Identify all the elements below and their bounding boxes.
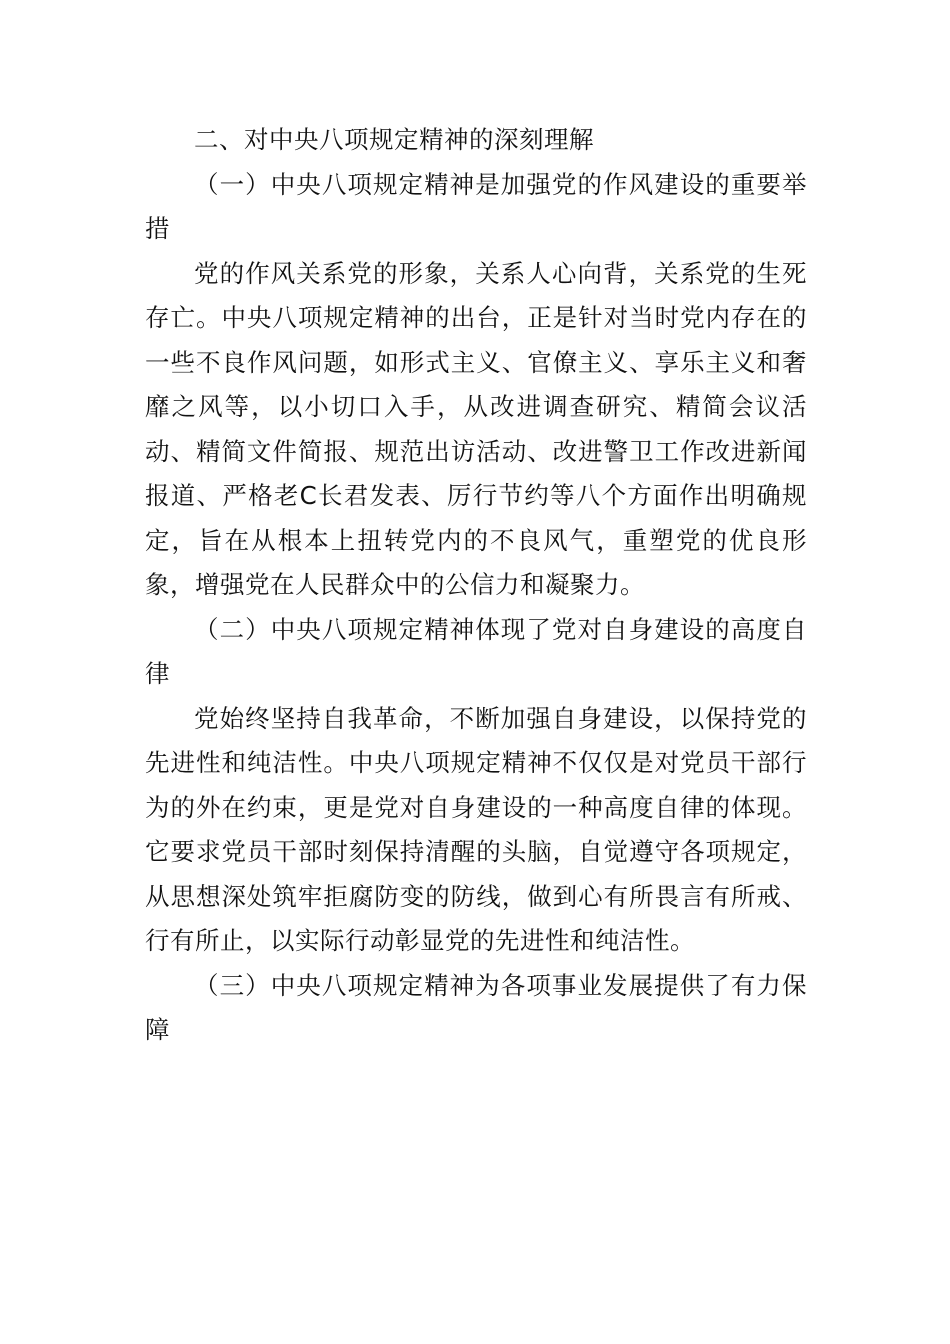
section-heading: 二、对中央八项规定精神的深刻理解 bbox=[194, 125, 594, 154]
document-body bbox=[145, 118, 807, 1053]
subsection-heading-3: （三）中央八项规定精神为各项事业发展提供了有力保障 bbox=[145, 970, 807, 1044]
subsection-paragraph-2: 党始终坚持自我革命，不断加强自身建设，以保持党的先进性和纯洁性。中央八项规定精神不仅仅是对党员干部行为的外在约束，更是党对自身建设的一种高度自律的体现。它要求党员干部时刻保持清醒的头脑，自觉遵守各项规定，从思想深处筑牢拒腐防变的防线，做到心有所畏言有所戒、行有所止，以实际行动彰显党的先进性和纯洁性。 bbox=[145, 703, 807, 955]
subsection-heading-2: （二）中央八项规定精神体现了党对自身建设的高度自律 bbox=[145, 614, 807, 688]
subsection-paragraph-1: 党的作风关系党的形象，关系人心向背，关系党的生死存亡。中央八项规定精神的出台，正是针对当时党内存在的一些不良作风问题，如形式主义、官僚主义、享乐主义和奢靡之风等，以小切口入手，从改进调查研究、精简会议活动、精简文件简报、规范出访活动、改进警卫工作改进新闻报道、严格老C长君发表、厉行节约等八个方面作出明确规定，旨在从根本上扭转党内的不良风气，重塑党的优良形象，增强党在人民群众中的公信力和凝聚力。 bbox=[145, 258, 807, 599]
subsection-heading-1: （一）中央八项规定精神是加强党的作风建设的重要举措 bbox=[145, 169, 807, 243]
